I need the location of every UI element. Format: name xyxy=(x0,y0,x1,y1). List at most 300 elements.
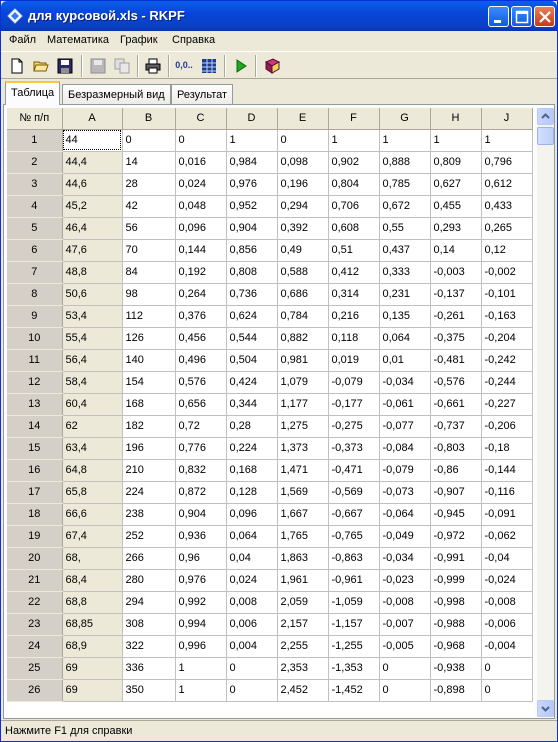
table-cell[interactable]: -0,968 xyxy=(430,635,481,657)
column-header[interactable]: J xyxy=(481,108,532,129)
table-cell[interactable]: 0,424 xyxy=(226,371,277,393)
menu-file[interactable]: Файл xyxy=(9,34,37,46)
row-number-cell[interactable]: 3 xyxy=(7,173,62,195)
maximize-button[interactable] xyxy=(511,6,532,27)
table-cell[interactable]: 45,2 xyxy=(62,195,122,217)
table-cell[interactable]: -1,059 xyxy=(328,591,379,613)
table-cell[interactable]: 1 xyxy=(226,129,277,151)
table-cell[interactable]: 294 xyxy=(122,591,175,613)
table-cell[interactable]: 0,796 xyxy=(481,151,532,173)
column-header[interactable]: F xyxy=(328,108,379,129)
table-cell[interactable]: 0,28 xyxy=(226,415,277,437)
table-cell[interactable]: 55,4 xyxy=(62,327,122,349)
table-row xyxy=(7,371,532,393)
table-cell[interactable]: -0,003 xyxy=(430,261,481,283)
row-number-cell[interactable]: 11 xyxy=(7,349,62,371)
table-cell[interactable]: 0,784 xyxy=(277,305,328,327)
table-cell[interactable]: 68,8 xyxy=(62,591,122,613)
title-bar[interactable] xyxy=(1,1,557,31)
table-cell[interactable]: 0,809 xyxy=(430,151,481,173)
table-cell[interactable]: -0,18 xyxy=(481,437,532,459)
table-cell[interactable]: 50,6 xyxy=(62,283,122,305)
table-cell[interactable]: 0,096 xyxy=(226,503,277,525)
table-cell[interactable]: -0,077 xyxy=(379,415,430,437)
table-cell[interactable]: 2,353 xyxy=(277,657,328,679)
table-cell[interactable]: 0,996 xyxy=(175,635,226,657)
table-cell[interactable]: -0,04 xyxy=(481,547,532,569)
table-cell[interactable]: 0,333 xyxy=(379,261,430,283)
row-number-cell[interactable]: 10 xyxy=(7,327,62,349)
table-cell[interactable]: 69 xyxy=(62,657,122,679)
table-cell[interactable]: -0,961 xyxy=(328,569,379,591)
table-cell[interactable]: 70 xyxy=(122,239,175,261)
table-cell[interactable]: -0,163 xyxy=(481,305,532,327)
table-cell[interactable]: 0,856 xyxy=(226,239,277,261)
close-button[interactable] xyxy=(534,6,555,27)
table-cell[interactable]: 98 xyxy=(122,283,175,305)
table-cell[interactable]: 0 xyxy=(481,679,532,701)
table-cell[interactable]: 56,4 xyxy=(62,349,122,371)
table-cell[interactable]: -0,261 xyxy=(430,305,481,327)
table-cell[interactable]: 0,048 xyxy=(175,195,226,217)
table-cell[interactable]: 1 xyxy=(379,129,430,151)
table-cell[interactable]: 0,612 xyxy=(481,173,532,195)
save-as-button[interactable] xyxy=(87,55,109,77)
row-number-cell[interactable]: 9 xyxy=(7,305,62,327)
table-cell[interactable]: 0,096 xyxy=(175,217,226,239)
row-number-cell[interactable]: 4 xyxy=(7,195,62,217)
column-header[interactable]: G xyxy=(379,108,430,129)
table-cell[interactable]: -0,667 xyxy=(328,503,379,525)
table-cell[interactable]: 68,9 xyxy=(62,635,122,657)
table-cell[interactable]: -0,999 xyxy=(430,569,481,591)
table-cell[interactable]: -0,661 xyxy=(430,393,481,415)
table-cell[interactable]: 0,994 xyxy=(175,613,226,635)
table-cell[interactable]: 1,667 xyxy=(277,503,328,525)
table-cell[interactable]: 0,294 xyxy=(277,195,328,217)
table-cell[interactable]: 0,168 xyxy=(226,459,277,481)
row-number-cell[interactable]: 2 xyxy=(7,151,62,173)
table-cell[interactable]: 1,961 xyxy=(277,569,328,591)
table-cell[interactable]: -0,144 xyxy=(481,459,532,481)
table-cell[interactable]: -0,084 xyxy=(379,437,430,459)
row-number-cell[interactable]: 24 xyxy=(7,635,62,657)
table-cell[interactable]: 0 xyxy=(481,657,532,679)
table-cell[interactable]: -0,471 xyxy=(328,459,379,481)
table-cell[interactable]: -0,375 xyxy=(430,327,481,349)
table-cell[interactable]: 0,785 xyxy=(379,173,430,195)
table-cell[interactable]: 64,8 xyxy=(62,459,122,481)
scroll-thumb[interactable] xyxy=(537,127,554,145)
column-header[interactable]: A xyxy=(62,108,122,129)
table-cell[interactable]: 0,264 xyxy=(175,283,226,305)
table-cell[interactable]: -1,157 xyxy=(328,613,379,635)
table-cell[interactable]: 1,765 xyxy=(277,525,328,547)
table-cell[interactable]: 0,004 xyxy=(226,635,277,657)
table-cell[interactable]: -0,373 xyxy=(328,437,379,459)
table-cell[interactable]: 0,49 xyxy=(277,239,328,261)
table-cell[interactable]: 0,144 xyxy=(175,239,226,261)
table-cell[interactable]: 0,064 xyxy=(226,525,277,547)
table-cell[interactable]: 0,55 xyxy=(379,217,430,239)
table-cell[interactable]: 63,4 xyxy=(62,437,122,459)
table-cell[interactable]: -0,86 xyxy=(430,459,481,481)
table-cell[interactable]: -0,004 xyxy=(481,635,532,657)
table-cell[interactable]: 1 xyxy=(175,657,226,679)
table-cell[interactable]: 58,4 xyxy=(62,371,122,393)
table-cell[interactable]: -0,242 xyxy=(481,349,532,371)
tab-dimensionless-view[interactable]: Безразмерный вид xyxy=(62,84,171,105)
table-cell[interactable]: 266 xyxy=(122,547,175,569)
table-cell[interactable]: 69 xyxy=(62,679,122,701)
row-number-cell[interactable]: 25 xyxy=(7,657,62,679)
table-cell[interactable]: -0,008 xyxy=(481,591,532,613)
table-cell[interactable]: 0,135 xyxy=(379,305,430,327)
table-cell[interactable]: -0,101 xyxy=(481,283,532,305)
minimize-button[interactable] xyxy=(488,6,509,27)
table-cell[interactable]: 0,293 xyxy=(430,217,481,239)
table-cell[interactable]: 168 xyxy=(122,393,175,415)
table-button[interactable] xyxy=(198,55,220,77)
table-cell[interactable]: 1,569 xyxy=(277,481,328,503)
table-cell[interactable]: -0,007 xyxy=(379,613,430,635)
table-cell[interactable]: -1,255 xyxy=(328,635,379,657)
table-cell[interactable]: 44,4 xyxy=(62,151,122,173)
table-cell[interactable]: 0,72 xyxy=(175,415,226,437)
table-cell[interactable]: 0,231 xyxy=(379,283,430,305)
row-number-cell[interactable]: 19 xyxy=(7,525,62,547)
table-cell[interactable]: 1 xyxy=(328,129,379,151)
table-cell[interactable]: 196 xyxy=(122,437,175,459)
scroll-up-button[interactable] xyxy=(537,108,554,125)
row-number-cell[interactable]: 17 xyxy=(7,481,62,503)
table-cell[interactable]: 0,588 xyxy=(277,261,328,283)
scroll-down-button[interactable] xyxy=(537,700,554,717)
table-cell[interactable]: 1,373 xyxy=(277,437,328,459)
table-cell[interactable]: 0,976 xyxy=(226,173,277,195)
table-cell[interactable]: 47,6 xyxy=(62,239,122,261)
column-header[interactable]: D xyxy=(226,108,277,129)
column-header[interactable]: E xyxy=(277,108,328,129)
table-cell[interactable]: 0,882 xyxy=(277,327,328,349)
table-cell[interactable]: 0,455 xyxy=(430,195,481,217)
table-cell[interactable]: 0,904 xyxy=(226,217,277,239)
table-cell[interactable]: -0,206 xyxy=(481,415,532,437)
number-format-button[interactable] xyxy=(173,55,195,77)
table-cell[interactable]: 0,265 xyxy=(481,217,532,239)
table-cell[interactable]: 0,904 xyxy=(175,503,226,525)
table-cell[interactable]: 0,656 xyxy=(175,393,226,415)
table-cell[interactable]: 0,392 xyxy=(277,217,328,239)
open-file-button[interactable] xyxy=(30,55,52,77)
table-cell[interactable]: 0,12 xyxy=(481,239,532,261)
table-cell[interactable]: -0,177 xyxy=(328,393,379,415)
table-cell[interactable]: 0,706 xyxy=(328,195,379,217)
table-cell[interactable]: 1,863 xyxy=(277,547,328,569)
table-cell[interactable]: 84 xyxy=(122,261,175,283)
table-cell[interactable]: 0,456 xyxy=(175,327,226,349)
table-cell[interactable]: 0,936 xyxy=(175,525,226,547)
row-number-cell[interactable]: 13 xyxy=(7,393,62,415)
row-number-cell[interactable]: 14 xyxy=(7,415,62,437)
table-cell[interactable]: 44,6 xyxy=(62,173,122,195)
table-cell[interactable]: 0,019 xyxy=(328,349,379,371)
table-cell[interactable]: 46,4 xyxy=(62,217,122,239)
table-cell[interactable]: -0,204 xyxy=(481,327,532,349)
table-cell[interactable]: 112 xyxy=(122,305,175,327)
row-number-cell[interactable]: 23 xyxy=(7,613,62,635)
row-number-cell[interactable]: 26 xyxy=(7,679,62,701)
row-number-cell[interactable]: 15 xyxy=(7,437,62,459)
table-cell[interactable]: 0,888 xyxy=(379,151,430,173)
table-cell[interactable]: 0,804 xyxy=(328,173,379,195)
table-cell[interactable]: 0,832 xyxy=(175,459,226,481)
table-cell[interactable]: -0,062 xyxy=(481,525,532,547)
menu-graph[interactable]: График xyxy=(120,34,158,46)
row-number-header[interactable]: № п/п xyxy=(7,108,62,129)
table-cell[interactable]: 126 xyxy=(122,327,175,349)
table-cell[interactable]: 0,624 xyxy=(226,305,277,327)
table-cell[interactable]: 0 xyxy=(277,129,328,151)
table-cell[interactable]: 65,8 xyxy=(62,481,122,503)
table-cell[interactable]: 0,224 xyxy=(226,437,277,459)
row-number-cell[interactable]: 12 xyxy=(7,371,62,393)
table-cell[interactable]: 0,006 xyxy=(226,613,277,635)
data-grid[interactable] xyxy=(7,108,534,717)
table-cell[interactable]: 0,686 xyxy=(277,283,328,305)
table-cell[interactable]: 0,952 xyxy=(226,195,277,217)
table-cell[interactable]: 1 xyxy=(430,129,481,151)
table-cell[interactable]: 1,471 xyxy=(277,459,328,481)
table-cell[interactable]: -0,907 xyxy=(430,481,481,503)
table-cell[interactable]: 0,984 xyxy=(226,151,277,173)
row-number-cell[interactable]: 1 xyxy=(7,129,62,151)
tab-result[interactable]: Результат xyxy=(171,84,233,105)
table-cell[interactable]: -0,945 xyxy=(430,503,481,525)
table-cell[interactable]: 0,412 xyxy=(328,261,379,283)
table-cell[interactable]: 0,01 xyxy=(379,349,430,371)
vertical-scrollbar[interactable] xyxy=(537,108,554,717)
table-cell[interactable]: 224 xyxy=(122,481,175,503)
table-cell[interactable]: 68,85 xyxy=(62,613,122,635)
table-cell[interactable]: 44 xyxy=(62,129,122,151)
table-cell[interactable]: 0,981 xyxy=(277,349,328,371)
table-cell[interactable]: 1 xyxy=(175,679,226,701)
table-cell[interactable]: 322 xyxy=(122,635,175,657)
table-cell[interactable]: 0,098 xyxy=(277,151,328,173)
menu-math[interactable]: Математика xyxy=(47,34,109,46)
row-number-cell[interactable]: 8 xyxy=(7,283,62,305)
table-cell[interactable]: -0,244 xyxy=(481,371,532,393)
table-cell[interactable]: -1,452 xyxy=(328,679,379,701)
table-cell[interactable]: 0,576 xyxy=(175,371,226,393)
table-cell[interactable]: -0,275 xyxy=(328,415,379,437)
table-cell[interactable]: 0 xyxy=(175,129,226,151)
table-row xyxy=(7,415,532,437)
table-cell[interactable]: 0,216 xyxy=(328,305,379,327)
table-cell[interactable]: 0,016 xyxy=(175,151,226,173)
table-cell[interactable]: -0,079 xyxy=(379,459,430,481)
table-cell[interactable]: -0,079 xyxy=(328,371,379,393)
table-cell[interactable]: 60,4 xyxy=(62,393,122,415)
save-button[interactable] xyxy=(54,55,76,77)
table-cell[interactable]: 2,452 xyxy=(277,679,328,701)
table-cell[interactable]: 0,192 xyxy=(175,261,226,283)
table-cell[interactable]: 14 xyxy=(122,151,175,173)
row-number-cell[interactable]: 7 xyxy=(7,261,62,283)
table-cell[interactable]: 336 xyxy=(122,657,175,679)
print-button[interactable] xyxy=(142,55,164,77)
table-cell[interactable]: -0,576 xyxy=(430,371,481,393)
table-cell[interactable]: 0,627 xyxy=(430,173,481,195)
table-cell[interactable]: 0,314 xyxy=(328,283,379,305)
column-header[interactable]: C xyxy=(175,108,226,129)
table-cell[interactable]: 56 xyxy=(122,217,175,239)
table-cell[interactable]: -0,991 xyxy=(430,547,481,569)
table-cell[interactable]: 0,992 xyxy=(175,591,226,613)
table-cell[interactable]: 48,8 xyxy=(62,261,122,283)
table-cell[interactable]: -0,064 xyxy=(379,503,430,525)
run-icon xyxy=(233,58,249,74)
table-cell[interactable]: 2,255 xyxy=(277,635,328,657)
table-cell[interactable]: 42 xyxy=(122,195,175,217)
table-cell[interactable]: 0,776 xyxy=(175,437,226,459)
table-cell[interactable]: 0,51 xyxy=(328,239,379,261)
table-cell[interactable]: -0,898 xyxy=(430,679,481,701)
table-cell[interactable]: 2,157 xyxy=(277,613,328,635)
table-cell[interactable]: 2,059 xyxy=(277,591,328,613)
table-cell[interactable]: 140 xyxy=(122,349,175,371)
table-cell[interactable]: 0,808 xyxy=(226,261,277,283)
table-cell[interactable]: 0,196 xyxy=(277,173,328,195)
table-cell[interactable]: 1,177 xyxy=(277,393,328,415)
row-number-cell[interactable]: 5 xyxy=(7,217,62,239)
table-cell[interactable]: 53,4 xyxy=(62,305,122,327)
table-cell[interactable]: 0,04 xyxy=(226,547,277,569)
table-cell[interactable]: -0,863 xyxy=(328,547,379,569)
table-cell[interactable]: 210 xyxy=(122,459,175,481)
table-cell[interactable]: 154 xyxy=(122,371,175,393)
row-number-cell[interactable]: 22 xyxy=(7,591,62,613)
table-cell[interactable]: 0,14 xyxy=(430,239,481,261)
table-cell[interactable]: -0,049 xyxy=(379,525,430,547)
table-cell[interactable]: 28 xyxy=(122,173,175,195)
table-cell[interactable]: -0,481 xyxy=(430,349,481,371)
table-cell[interactable]: -0,972 xyxy=(430,525,481,547)
table-cell[interactable]: 0,128 xyxy=(226,481,277,503)
table-cell[interactable]: 68,4 xyxy=(62,569,122,591)
table-cell[interactable]: -0,998 xyxy=(430,591,481,613)
table-cell[interactable]: -0,227 xyxy=(481,393,532,415)
table-cell[interactable]: 0,376 xyxy=(175,305,226,327)
table-cell[interactable]: -0,006 xyxy=(481,613,532,635)
table-cell[interactable]: 0 xyxy=(122,129,175,151)
table-cell[interactable]: 0,736 xyxy=(226,283,277,305)
table-cell[interactable]: 1,275 xyxy=(277,415,328,437)
row-number-cell[interactable]: 18 xyxy=(7,503,62,525)
table-cell[interactable]: 0,902 xyxy=(328,151,379,173)
table-cell[interactable]: -0,034 xyxy=(379,547,430,569)
table-cell[interactable]: -0,002 xyxy=(481,261,532,283)
table-cell[interactable]: 0,437 xyxy=(379,239,430,261)
table-cell[interactable]: -0,034 xyxy=(379,371,430,393)
table-cell[interactable]: 0,976 xyxy=(175,569,226,591)
table-cell[interactable]: 238 xyxy=(122,503,175,525)
table-cell[interactable]: 0 xyxy=(226,657,277,679)
table-cell[interactable]: -0,023 xyxy=(379,569,430,591)
table-cell[interactable]: -0,005 xyxy=(379,635,430,657)
table-cell[interactable]: 0,064 xyxy=(379,327,430,349)
table-cell[interactable]: 0,496 xyxy=(175,349,226,371)
table-cell[interactable]: -0,803 xyxy=(430,437,481,459)
table-cell[interactable]: -0,569 xyxy=(328,481,379,503)
row-number-cell[interactable]: 21 xyxy=(7,569,62,591)
column-header[interactable]: B xyxy=(122,108,175,129)
table-cell[interactable]: -0,008 xyxy=(379,591,430,613)
row-number-cell[interactable]: 20 xyxy=(7,547,62,569)
table-cell[interactable]: 308 xyxy=(122,613,175,635)
row-number-cell[interactable]: 6 xyxy=(7,239,62,261)
table-cell[interactable]: -1,353 xyxy=(328,657,379,679)
table-cell[interactable]: 62 xyxy=(62,415,122,437)
table-cell[interactable]: 182 xyxy=(122,415,175,437)
new-file-button[interactable] xyxy=(6,55,28,77)
table-cell[interactable]: -0,061 xyxy=(379,393,430,415)
table-cell[interactable]: -0,073 xyxy=(379,481,430,503)
table-cell[interactable]: 0,504 xyxy=(226,349,277,371)
table-cell[interactable]: -0,116 xyxy=(481,481,532,503)
column-header[interactable]: H xyxy=(430,108,481,129)
table-cell[interactable]: 68, xyxy=(62,547,122,569)
table-cell[interactable]: 0,344 xyxy=(226,393,277,415)
table-cell[interactable]: -0,938 xyxy=(430,657,481,679)
table-cell[interactable]: 0,118 xyxy=(328,327,379,349)
table-cell[interactable]: 67,4 xyxy=(62,525,122,547)
table-cell[interactable]: 0,672 xyxy=(379,195,430,217)
row-number-cell[interactable]: 16 xyxy=(7,459,62,481)
table-row xyxy=(7,217,532,239)
table-cell[interactable]: 280 xyxy=(122,569,175,591)
table-cell[interactable]: 0,008 xyxy=(226,591,277,613)
menu-help[interactable]: Справка xyxy=(172,34,216,46)
table-cell[interactable]: -0,024 xyxy=(481,569,532,591)
table-cell[interactable]: 0,96 xyxy=(175,547,226,569)
table-cell[interactable]: 0 xyxy=(379,679,430,701)
table-cell[interactable]: 252 xyxy=(122,525,175,547)
table-cell[interactable]: 0,433 xyxy=(481,195,532,217)
copy-button[interactable] xyxy=(111,55,133,77)
table-cell[interactable]: -0,765 xyxy=(328,525,379,547)
table-cell[interactable]: 0,608 xyxy=(328,217,379,239)
table-cell[interactable]: 350 xyxy=(122,679,175,701)
help-button[interactable] xyxy=(261,55,283,77)
table-cell[interactable]: -0,737 xyxy=(430,415,481,437)
table-cell[interactable]: 0 xyxy=(226,679,277,701)
tab-table[interactable]: Таблица xyxy=(5,81,60,105)
table-cell[interactable]: 0,872 xyxy=(175,481,226,503)
table-cell[interactable]: -0,091 xyxy=(481,503,532,525)
table-cell[interactable]: 0,544 xyxy=(226,327,277,349)
table-cell[interactable]: 0,024 xyxy=(175,173,226,195)
table-cell[interactable]: 0 xyxy=(379,657,430,679)
table-cell[interactable]: -0,137 xyxy=(430,283,481,305)
table-cell[interactable]: 66,6 xyxy=(62,503,122,525)
table-cell[interactable]: 0,024 xyxy=(226,569,277,591)
run-button[interactable] xyxy=(230,55,252,77)
table-cell[interactable]: 1 xyxy=(481,129,532,151)
table-cell[interactable]: -0,988 xyxy=(430,613,481,635)
table-cell[interactable]: 1,079 xyxy=(277,371,328,393)
